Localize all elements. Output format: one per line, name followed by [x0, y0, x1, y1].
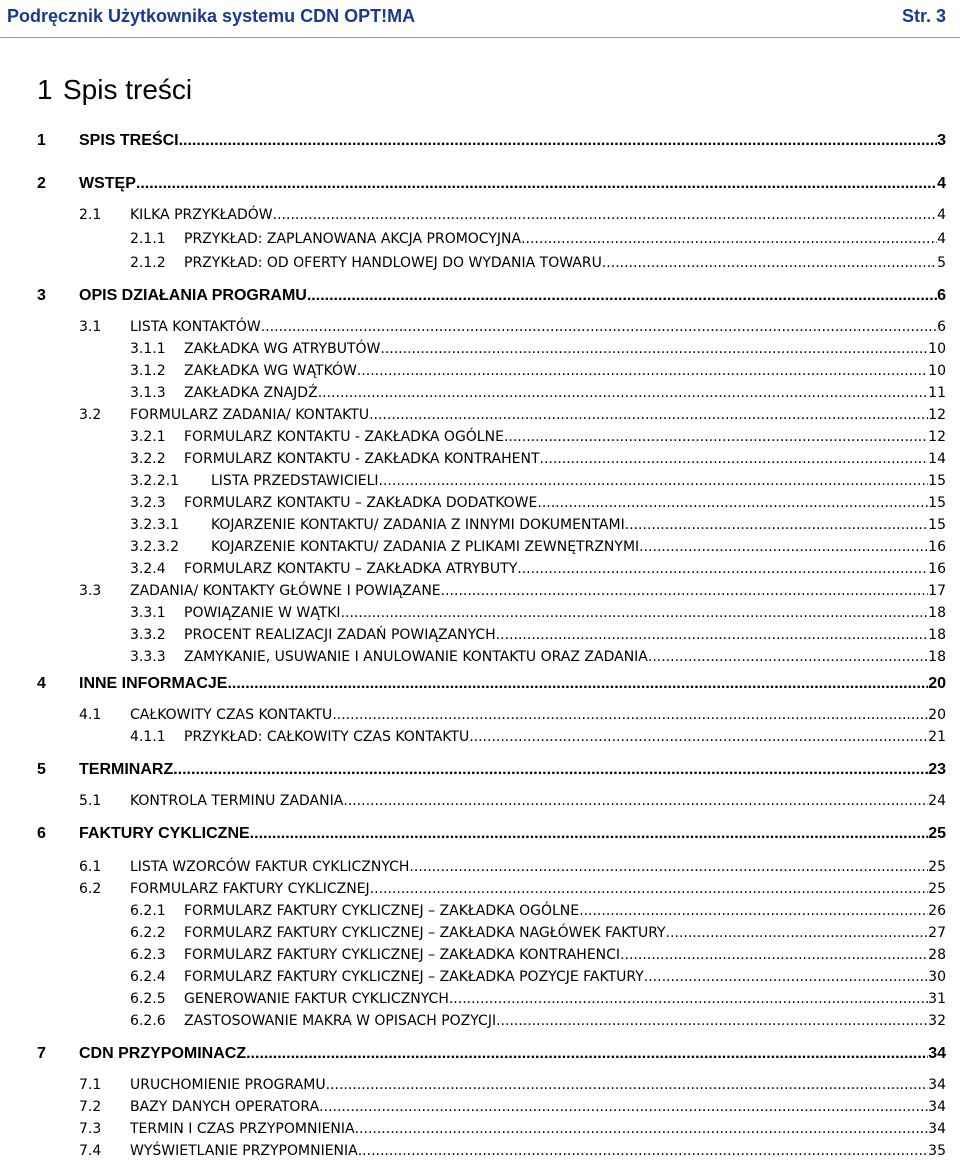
toc-entry-page: 24	[928, 793, 946, 809]
toc-entry-number: 3.2.3.1	[130, 517, 179, 533]
toc-entry-title: URUCHOMIENIE PROGRAMU	[130, 1077, 326, 1093]
toc-leader-dots	[579, 903, 928, 919]
toc-leader-dots	[173, 761, 928, 779]
toc-leader-dots	[370, 881, 929, 897]
toc-leader-dots	[504, 429, 928, 445]
toc-entry-number: 4.1	[79, 707, 102, 723]
toc-entry[interactable]	[0, 539, 960, 561]
toc-entry-number: 3.2	[79, 407, 102, 423]
toc-entry[interactable]	[0, 429, 960, 451]
toc-entry-number: 6	[37, 825, 46, 842]
toc-entry[interactable]	[0, 175, 960, 197]
toc-leader-dots	[273, 207, 937, 223]
toc-entry-title: WYŚWIETLANIE PRZYPOMNIENIA	[130, 1143, 358, 1159]
toc-entry-page: 18	[928, 605, 946, 621]
toc-leader-dots	[517, 561, 928, 577]
toc-entry-number: 6.2	[79, 881, 102, 897]
toc-entry-page: 14	[928, 451, 946, 467]
toc-entry-page: 30	[928, 969, 946, 985]
toc-entry-page: 16	[928, 561, 946, 577]
toc-entry-page: 16	[928, 539, 946, 555]
toc-entry[interactable]	[0, 1045, 960, 1067]
toc-leader-dots	[179, 132, 938, 150]
toc-leader-dots	[261, 319, 937, 335]
toc-entry-number: 3.2.2	[130, 451, 166, 467]
toc-leader-dots	[469, 729, 928, 745]
toc-leader-dots	[307, 287, 937, 305]
toc-entry-title: FORMULARZ FAKTURY CYKLICZNEJ	[130, 881, 370, 897]
toc-entry[interactable]	[0, 969, 960, 991]
toc-entry-number: 3.1.1	[130, 341, 166, 357]
toc-entry-page: 34	[928, 1121, 946, 1137]
header-divider	[0, 37, 960, 38]
toc-leader-dots	[496, 627, 928, 643]
toc-entry-number: 1	[37, 132, 46, 149]
toc-entry-page: 26	[928, 903, 946, 919]
toc-entry-page: 34	[928, 1099, 946, 1115]
toc-entry-page: 17	[928, 583, 946, 599]
toc-entry-number: 2.1	[79, 207, 102, 223]
toc-entry-page: 4	[937, 231, 946, 247]
toc-entry-number: 2	[37, 175, 46, 192]
toc-entry[interactable]	[0, 1143, 960, 1165]
toc-entry[interactable]	[0, 341, 960, 363]
toc-entry-page: 10	[928, 341, 946, 357]
toc-entry-page: 4	[937, 175, 946, 192]
toc-entry-title: LISTA KONTAKTÓW	[130, 319, 261, 335]
toc-entry-number: 3.3.3	[130, 649, 166, 665]
toc-entry-title: WSTĘP	[79, 175, 136, 192]
toc-leader-dots	[521, 231, 937, 247]
toc-entry[interactable]	[0, 707, 960, 729]
toc-entry-title: POWIĄZANIE W WĄTKI	[184, 605, 341, 621]
toc-entry-page: 25	[928, 881, 946, 897]
toc-entry[interactable]	[0, 385, 960, 407]
toc-entry-title: FORMULARZ KONTAKTU - ZAKŁADKA OGÓLNE	[184, 429, 504, 445]
toc-entry-title: BAZY DANYCH OPERATORA	[130, 1099, 320, 1115]
toc-entry[interactable]	[0, 649, 960, 671]
toc-entry-number: 3.3	[79, 583, 102, 599]
toc-entry[interactable]	[0, 1099, 960, 1121]
toc-leader-dots	[136, 175, 937, 193]
toc-entry-number: 7.4	[79, 1143, 102, 1159]
toc-entry-number: 3	[37, 287, 46, 304]
toc-entry-page: 11	[928, 385, 946, 401]
toc-entry-number: 4	[37, 675, 46, 692]
toc-entry-title: KONTROLA TERMINU ZADANIA	[130, 793, 344, 809]
toc-entry-title: FORMULARZ KONTAKTU - ZAKŁADKA KONTRAHENT	[184, 451, 540, 467]
toc-leader-dots	[343, 793, 928, 809]
toc-entry-number: 7.1	[79, 1077, 102, 1093]
toc-entry-page: 23	[928, 761, 946, 778]
toc-entry-title: LISTA PRZEDSTAWICIELI	[211, 473, 379, 489]
toc-entry-number: 3.2.2.1	[130, 473, 179, 489]
toc-entry[interactable]	[0, 407, 960, 429]
toc-entry[interactable]	[0, 881, 960, 903]
toc-entry-title: KOJARZENIE KONTAKTU/ ZADANIA Z PLIKAMI ZEWNĘTRZNYMI	[211, 539, 640, 555]
toc-entry-number: 6.2.1	[130, 903, 166, 919]
toc-entry-page: 6	[937, 287, 946, 304]
toc-entry[interactable]	[0, 1013, 960, 1035]
toc-entry-title: LISTA WZORCÓW FAKTUR CYKLICZNYCH	[130, 859, 410, 875]
toc-heading-number: 1	[37, 74, 53, 105]
toc-leader-dots	[246, 1045, 928, 1063]
toc-entry-number: 6.2.3	[130, 947, 166, 963]
toc-heading-text: Spis treści	[63, 74, 193, 105]
toc-entry-title: GENEROWANIE FAKTUR CYKLICZNYCH	[184, 991, 449, 1007]
toc-leader-dots	[449, 991, 928, 1007]
toc-leader-dots	[537, 495, 928, 511]
toc-entry-number: 3.2.3.2	[130, 539, 179, 555]
toc-entry-number: 6.1	[79, 859, 102, 875]
toc-entry-page: 15	[928, 517, 946, 533]
toc-entry-title: ZASTOSOWANIE MAKRA W OPISACH POZYCJI	[184, 1013, 497, 1029]
toc-entry-number: 7.3	[79, 1121, 102, 1137]
toc-leader-dots	[648, 649, 928, 665]
toc-entry-title: ZAKŁADKA ZNAJDŹ	[184, 385, 318, 401]
toc-entry[interactable]	[0, 473, 960, 495]
toc-entry[interactable]	[0, 207, 960, 229]
toc-entry-number: 3.2.4	[130, 561, 166, 577]
toc-entry-title: ZAMYKANIE, USUWANIE I ANULOWANIE KONTAKTU ORAZ ZADANIA	[184, 649, 648, 665]
toc-entry-title: TERMIN I CZAS PRZYPOMNIENIA	[130, 1121, 355, 1137]
toc-entry[interactable]	[0, 363, 960, 385]
toc-entry-number: 5	[37, 761, 46, 778]
toc-entry-page: 4	[937, 207, 946, 223]
toc-entry[interactable]	[0, 627, 960, 649]
toc-entry[interactable]	[0, 451, 960, 473]
toc-entry-page: 34	[928, 1077, 946, 1093]
toc-leader-dots	[666, 925, 929, 941]
toc-entry-page: 3	[937, 132, 946, 149]
toc-entry-number: 3.2.3	[130, 495, 166, 511]
toc-leader-dots	[540, 451, 929, 467]
toc-entry-title: FORMULARZ ZADANIA/ KONTAKTU	[130, 407, 370, 423]
page-number: Str. 3	[901, 6, 946, 26]
toc-entry-title: FORMULARZ KONTAKTU – ZAKŁADKA ATRYBUTY	[184, 561, 518, 577]
toc-leader-dots	[625, 517, 928, 533]
toc-entry-title: CAŁKOWITY CZAS KONTAKTU	[130, 707, 333, 723]
toc-entry-number: 2.1.2	[130, 255, 166, 271]
toc-entry-number: 2.1.1	[130, 231, 166, 247]
toc-leader-dots	[380, 341, 928, 357]
toc-entry[interactable]	[0, 991, 960, 1013]
toc-entry-title: PRZYKŁAD: CAŁKOWITY CZAS KONTAKTU	[184, 729, 470, 745]
toc-entry-page: 27	[928, 925, 946, 941]
toc-heading	[37, 74, 192, 106]
toc-entry-page: 15	[928, 495, 946, 511]
toc-entry-number: 3.1	[79, 319, 102, 335]
toc-entry[interactable]	[0, 132, 960, 154]
toc-leader-dots	[379, 473, 929, 489]
toc-entry-page: 12	[928, 407, 946, 423]
toc-entry[interactable]	[0, 561, 960, 583]
toc-entry-title: PROCENT REALIZACJI ZADAŃ POWIĄZANYCH	[184, 627, 496, 643]
toc-entry-number: 3.1.2	[130, 363, 166, 379]
toc-entry[interactable]	[0, 255, 960, 277]
toc-entry-page: 35	[928, 1143, 946, 1159]
toc-entry-page: 25	[928, 859, 946, 875]
toc-entry[interactable]	[0, 1121, 960, 1143]
toc-entry-title: FORMULARZ FAKTURY CYKLICZNEJ – ZAKŁADKA NAGŁÓWEK FAKTURY	[184, 925, 666, 941]
toc-entry-page: 32	[928, 1013, 946, 1029]
toc-entry[interactable]	[0, 925, 960, 947]
toc-leader-dots	[326, 1077, 929, 1093]
toc-entry-number: 5.1	[79, 793, 102, 809]
toc-entry[interactable]	[0, 729, 960, 751]
toc-entry-page: 20	[928, 675, 946, 692]
toc-leader-dots	[639, 539, 928, 555]
toc-entry[interactable]	[0, 583, 960, 605]
toc-entry-number: 6.2.4	[130, 969, 166, 985]
toc-entry-number: 3.1.3	[130, 385, 166, 401]
toc-entry-number: 3.3.1	[130, 605, 166, 621]
toc-entry-number: 7.2	[79, 1099, 102, 1115]
toc-entry[interactable]	[0, 947, 960, 969]
toc-leader-dots	[318, 385, 928, 401]
toc-entry-title: FORMULARZ FAKTURY CYKLICZNEJ – ZAKŁADKA OGÓLNE	[184, 903, 580, 919]
toc-entry[interactable]	[0, 517, 960, 539]
toc-entry-title: PRZYKŁAD: ZAPLANOWANA AKCJA PROMOCYJNA	[184, 231, 522, 247]
toc-leader-dots	[250, 825, 929, 843]
toc-entry[interactable]	[0, 761, 960, 783]
toc-leader-dots	[606, 255, 937, 271]
toc-entry-number: 3.2.1	[130, 429, 166, 445]
toc-entry[interactable]	[0, 793, 960, 815]
toc-entry-page: 6	[937, 319, 946, 335]
toc-entry-number: 4.1.1	[130, 729, 166, 745]
page-header	[0, 0, 960, 40]
toc-leader-dots	[409, 859, 928, 875]
toc-entry-title: CDN PRZYPOMINACZ	[79, 1045, 247, 1062]
toc-entry-page: 18	[928, 627, 946, 643]
toc-leader-dots	[355, 1121, 929, 1137]
toc-entry-page: 5	[937, 255, 946, 271]
toc-leader-dots	[369, 407, 928, 423]
toc-entry-title: ZADANIA/ KONTAKTY GŁÓWNE I POWIĄZANE	[130, 583, 441, 599]
toc-entry-page: 25	[928, 825, 946, 842]
toc-entry-page: 18	[928, 649, 946, 665]
toc-entry-page: 10	[928, 363, 946, 379]
toc-entry-number: 7	[37, 1045, 46, 1062]
toc-leader-dots	[358, 1143, 928, 1159]
toc-entry-page: 20	[928, 707, 946, 723]
toc-leader-dots	[332, 707, 928, 723]
toc-leader-dots	[620, 947, 928, 963]
toc-entry-number: 6.2.5	[130, 991, 166, 1007]
document-title: Podręcznik Użytkownika systemu CDN OPT!MA	[7, 6, 416, 26]
toc-entry-title: ZAKŁADKA WG WĄTKÓW	[184, 363, 357, 379]
toc-leader-dots	[341, 605, 929, 621]
toc-entry[interactable]	[0, 825, 960, 847]
toc-entry[interactable]	[0, 859, 960, 881]
toc-entry[interactable]	[0, 495, 960, 517]
toc-entry-title: INNE INFORMACJE	[79, 675, 228, 692]
toc-entry-title: KOJARZENIE KONTAKTU/ ZADANIA Z INNYMI DOKUMENTAMI	[211, 517, 625, 533]
toc-entry-number: 3.3.2	[130, 627, 166, 643]
toc-entry[interactable]	[0, 675, 960, 697]
toc-leader-dots	[319, 1099, 928, 1115]
toc-entry-title: FORMULARZ FAKTURY CYKLICZNEJ – ZAKŁADKA POZYCJE FAKTURY	[184, 969, 644, 985]
toc-entry-title: PRZYKŁAD: OD OFERTY HANDLOWEJ DO WYDANIA TOWARU.	[184, 255, 607, 271]
toc-entry-title: KILKA PRZYKŁADÓW	[130, 207, 273, 223]
toc-entry-title: FORMULARZ FAKTURY CYKLICZNEJ – ZAKŁADKA KONTRAHENCI	[184, 947, 621, 963]
toc-leader-dots	[227, 675, 928, 693]
toc-entry[interactable]	[0, 1077, 960, 1099]
toc-leader-dots	[496, 1013, 928, 1029]
toc-entry-number: 6.2.2	[130, 925, 166, 941]
toc-entry[interactable]	[0, 231, 960, 253]
toc-entry-page: 21	[928, 729, 946, 745]
toc-entry-page: 34	[928, 1045, 946, 1062]
toc-entry[interactable]	[0, 903, 960, 925]
toc-entry-title: OPIS DZIAŁANIA PROGRAMU	[79, 287, 307, 304]
toc-entry-title: FORMULARZ KONTAKTU – ZAKŁADKA DODATKOWE	[184, 495, 538, 511]
toc-entry-title: ZAKŁADKA WG ATRYBUTÓW	[184, 341, 381, 357]
toc-entry-page: 31	[928, 991, 946, 1007]
toc-entry[interactable]	[0, 319, 960, 341]
toc-entry[interactable]	[0, 605, 960, 627]
toc-leader-dots	[441, 583, 929, 599]
toc-leader-dots	[357, 363, 928, 379]
toc-entry-page: 28	[928, 947, 946, 963]
toc-entry-title: SPIS TREŚCI	[79, 132, 179, 149]
toc-entry-title: TERMINARZ	[79, 761, 174, 778]
toc-entry-page: 12	[928, 429, 946, 445]
toc-entry-number: 6.2.6	[130, 1013, 166, 1029]
toc-entry[interactable]	[0, 287, 960, 309]
toc-entry-page: 15	[928, 473, 946, 489]
toc-entry-title: FAKTURY CYKLICZNE	[79, 825, 250, 842]
toc-leader-dots	[644, 969, 928, 985]
